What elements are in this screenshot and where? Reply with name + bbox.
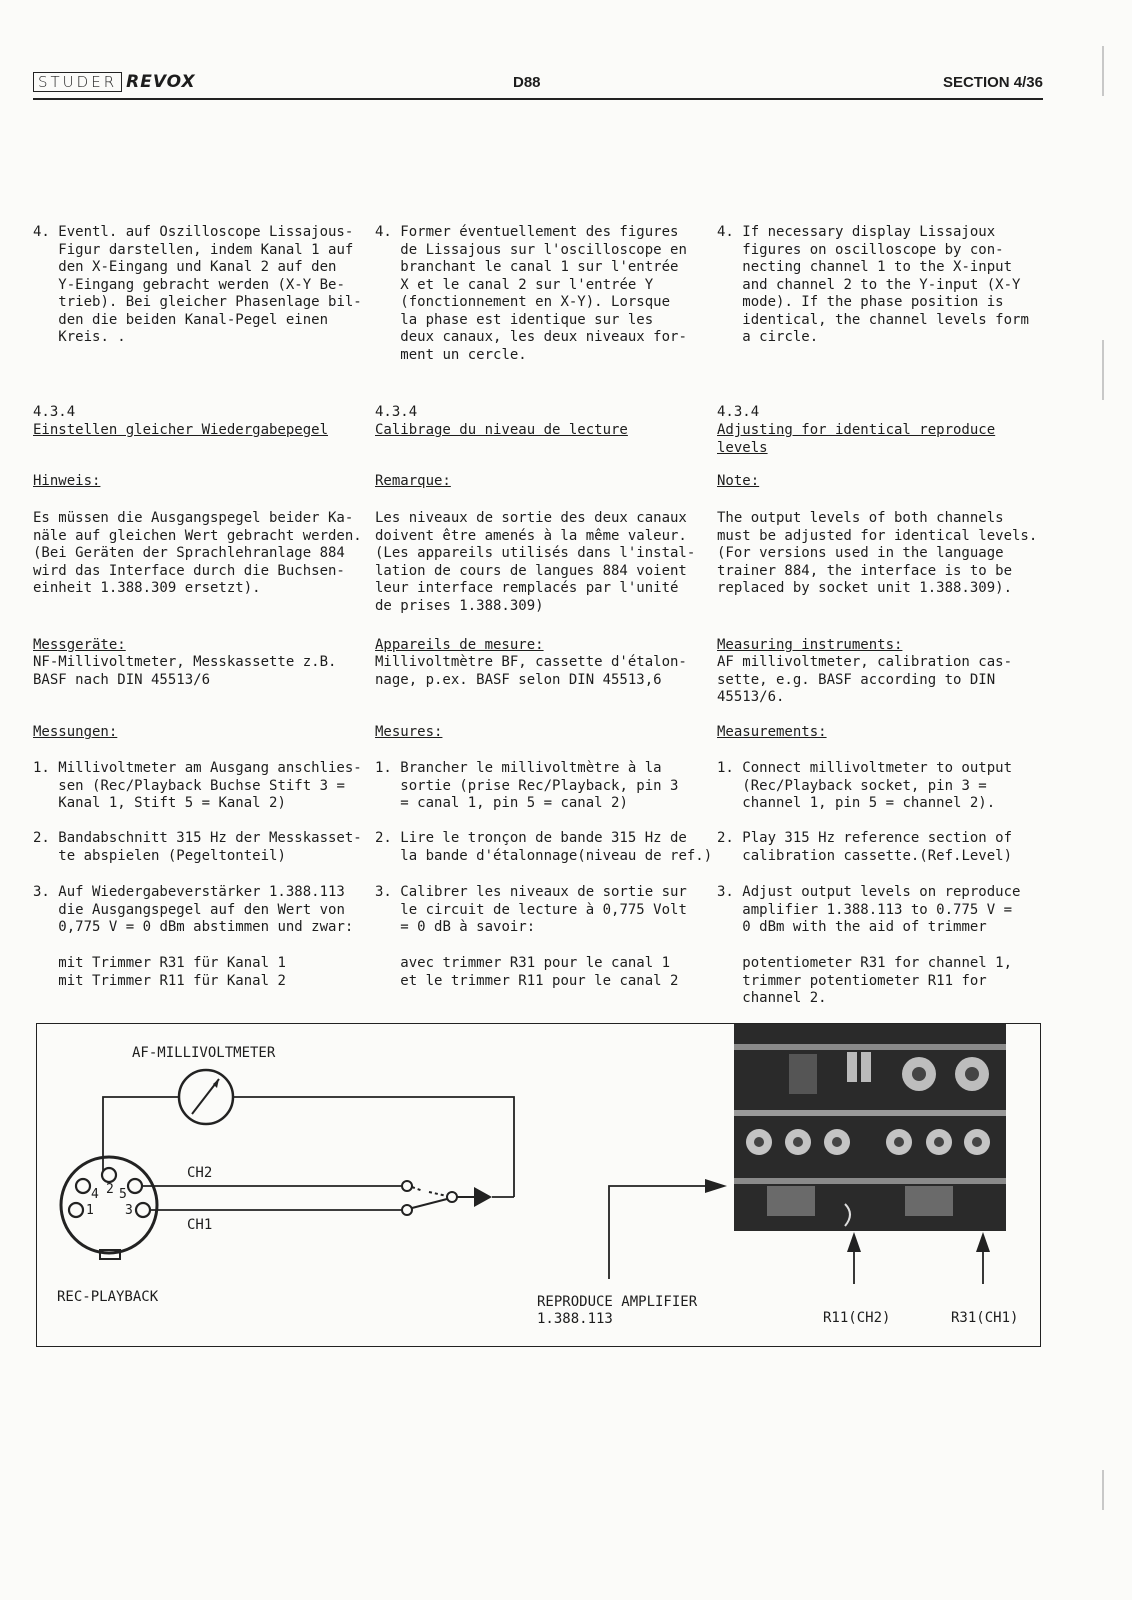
rec-playback-label: REC-PLAYBACK	[57, 1289, 159, 1305]
rec-playback-socket-icon	[61, 1157, 157, 1259]
en-measure-1: 1. Connect millivoltmeter to output (Rec/Playback socket, pin 3 = channel 1, pin 5 = channel 2).	[717, 760, 1013, 811]
trimmer-r31-arrow	[976, 1232, 990, 1284]
de-measure-3: 3. Auf Wiedergabeverstärker 1.388.113 die Ausgangspegel auf den Wert von 0,775 V = 0 dBm abstimmen und zwar:	[33, 884, 354, 935]
de-measurements-label: Messungen:	[33, 724, 118, 740]
de-step-4: 4. Eventl. auf Oszilloscope Lissajous- Figur darstellen, indem Kanal 1 auf den X-Eingang und Kanal 2 auf den Y-Eingang gebracht werden (X-Y Be- trieb). Bei gleicher Phasenlage bil- den die beiden Kanal-Pegel einen Kreis. .	[33, 224, 362, 345]
de-note-text: Es müssen die Ausgangspegel beider Ka- näle auf gleichen Wert gebracht werden. (Bei Geräten der Sprachlehranlage 884 wird das Interface durch die Buchsen- einheit 1.388.309 ersetzt).	[33, 510, 362, 596]
r31-ch1-label: R31(CH1)	[951, 1310, 1019, 1326]
en-note-text: The output levels of both channels must be adjusted for identical levels. (For versions used in the language trainer 884, the interface is to be replaced by socket unit 1.388.309).	[717, 510, 1038, 596]
de-measure-1: 1. Millivoltmeter am Ausgang anschlies- sen (Rec/Playback Buchse Stift 3 = Kanal 1, Stift 5 = Kanal 2)	[33, 760, 362, 811]
en-section-number: 4.3.4	[717, 404, 760, 420]
fr-section-heading: Calibrage du niveau de lecture	[375, 422, 628, 438]
fr-instruments-text: Millivoltmètre BF, cassette d'étalon- nage, p.ex. BASF selon DIN 45513,6	[375, 654, 687, 688]
pin-1-label: 1	[86, 1203, 94, 1218]
de-section-number: 4.3.4	[33, 404, 76, 420]
fr-instruments-label: Appareils de mesure:	[375, 637, 544, 653]
fr-note-text: Les niveaux de sortie des deux canaux doivent être amenés à la même valeur. (Les appareils utilisés dans l'instal- lation de cours de langues 884 voient leur interface remplacés par l'unité de prises 1.388.309)	[375, 510, 696, 614]
ch1-label: CH1	[187, 1217, 213, 1233]
meter-wires	[103, 1097, 514, 1197]
brand-revox: REVOX	[126, 72, 196, 92]
fr-section-number: 4.3.4	[375, 404, 418, 420]
amplifier-pointer	[609, 1179, 727, 1279]
scan-edge-mark	[1102, 340, 1104, 400]
millivoltmeter-label: AF-MILLIVOLTMETER	[132, 1045, 276, 1061]
channel-wires	[142, 1186, 402, 1210]
de-note-label: Hinweis:	[33, 473, 101, 489]
en-measure-3: 3. Adjust output levels on reproduce amplifier 1.388.113 to 0.775 V = 0 dBm with the aid of trimmer	[717, 884, 1021, 935]
pin-4-label: 4	[91, 1187, 99, 1202]
en-note-label: Note:	[717, 473, 760, 489]
de-instruments-label: Messgeräte:	[33, 637, 126, 653]
fr-measurements-label: Mesures:	[375, 724, 443, 740]
channel-switch-icon	[402, 1181, 475, 1215]
pin-5-label: 5	[119, 1187, 127, 1202]
page-header	[33, 66, 1043, 100]
de-instruments-text: NF-Millivoltmeter, Messkassette z.B. BASF nach DIN 45513/6	[33, 654, 337, 688]
section-number: SECTION 4/36	[942, 74, 1043, 91]
meter-input-arrow-icon	[474, 1187, 492, 1207]
en-instruments-text: AF millivoltmeter, calibration cas- sette, e.g. BASF according to DIN 45513/6.	[717, 654, 1013, 705]
reproduce-amplifier-label: REPRODUCE AMPLIFIER 1.388.113	[537, 1294, 698, 1327]
fr-measure-3-trimmers: avec trimmer R31 pour le canal 1 et le trimmer R11 pour le canal 2	[400, 955, 679, 989]
en-section-heading: Adjusting for identical reproduce levels	[717, 422, 996, 456]
model-number: D88	[513, 74, 541, 91]
amplifier-board-photo	[734, 1024, 1006, 1231]
fr-step-4: 4. Former éventuellement des figures de Lissajous sur l'oscilloscope en branchant le canal 1 sur l'entrée X et le canal 2 sur l'entrée Y (fonctionnement en X-Y). Lorsque la phase est identique sur les deux canaux, les deux niveaux for- ment un cercle.	[375, 224, 687, 363]
r11-ch2-label: R11(CH2)	[823, 1310, 891, 1326]
fr-measure-1: 1. Brancher le millivoltmètre à la sortie (prise Rec/Playback, pin 3 = canal 1, pin 5 = canal 2)	[375, 760, 679, 811]
en-step-4: 4. If necessary display Lissajoux figures on oscilloscope by con- necting channel 1 to the X-input and channel 2 to the Y-input (X-Y mode). If the phase position is identical, the channel levels form a circle.	[717, 224, 1029, 345]
fr-note-label: Remarque:	[375, 473, 451, 489]
scan-edge-mark	[1102, 46, 1104, 96]
trimmer-r11-arrow	[847, 1232, 861, 1284]
connection-diagram	[36, 1023, 1041, 1347]
brand-studer: STUDER	[33, 72, 122, 92]
ch2-label: CH2	[187, 1165, 213, 1181]
pin-3-label: 3	[125, 1203, 133, 1218]
scan-edge-mark	[1102, 1470, 1104, 1510]
pin-2-label: 2	[106, 1182, 114, 1197]
de-section-heading: Einstellen gleicher Wiedergabepegel	[33, 422, 329, 438]
millivoltmeter-icon	[179, 1070, 233, 1124]
de-measure-3-trimmers: mit Trimmer R31 für Kanal 1 mit Trimmer R11 für Kanal 2	[58, 955, 286, 989]
brand-logo	[33, 72, 196, 92]
de-measure-2: 2. Bandabschnitt 315 Hz der Messkasset- te abspielen (Pegeltonteil)	[33, 830, 362, 864]
fr-measure-3: 3. Calibrer les niveaux de sortie sur le circuit de lecture à 0,775 Volt = 0 dB à savoir:	[375, 884, 687, 935]
en-measure-2: 2. Play 315 Hz reference section of calibration cassette.(Ref.Level)	[717, 830, 1013, 864]
en-measurements-label: Measurements:	[717, 724, 827, 740]
en-measure-3-trimmers: potentiometer R31 for channel 1, trimmer potentiometer R11 for channel 2.	[742, 955, 1013, 1006]
en-instruments-label: Measuring instruments:	[717, 637, 903, 653]
fr-measure-2: 2. Lire le tronçon de bande 315 Hz de la bande d'étalonnage(niveau de ref.)	[375, 830, 713, 864]
